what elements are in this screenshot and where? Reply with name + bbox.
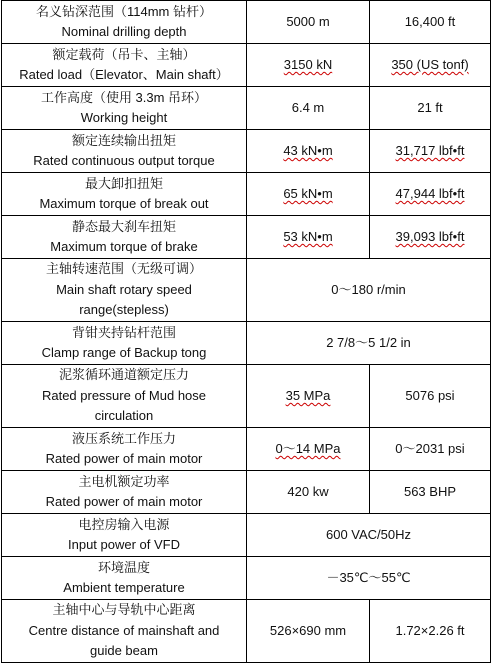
- metric-value: 65 kN•m: [283, 185, 333, 201]
- parameter-name-en: circulation: [94, 408, 154, 424]
- parameter-name-cell: [2, 173, 247, 216]
- table-row: [2, 514, 491, 557]
- table-row: [2, 87, 491, 130]
- parameter-name-cn: 环境温度: [97, 559, 150, 575]
- table-row: [2, 130, 491, 173]
- parameter-name-en: Rated pressure of Mud hose: [41, 387, 207, 403]
- imperial-value: 16,400 ft: [404, 13, 456, 29]
- imperial-value: 0～2031 psi: [395, 440, 465, 456]
- parameter-name-cn: 泥浆循环通道额定压力: [58, 367, 189, 383]
- parameter-name-cell: [2, 322, 247, 365]
- imperial-value-cell: [370, 428, 491, 471]
- specification-table: [1, 0, 491, 663]
- metric-value-cell: [247, 130, 370, 173]
- parameter-name-cell: [2, 365, 247, 428]
- parameter-name-en: Input power of VFD: [68, 537, 180, 552]
- parameter-name-cell: [2, 1, 247, 44]
- parameter-name-cn: 背钳夹持钻杆范围: [71, 324, 176, 340]
- table-row: [2, 428, 491, 471]
- parameter-name-cell: [2, 87, 247, 130]
- merged-value-cell: [247, 259, 491, 322]
- parameter-name-cn: 名义钻深范围（114mm 钻杆）: [36, 3, 212, 19]
- parameter-name-cell: [2, 130, 247, 173]
- imperial-value: 563 BHP: [403, 483, 457, 499]
- parameter-name-cn: 主电机额定功率: [78, 473, 170, 489]
- table-row: [2, 216, 491, 259]
- parameter-name-cn: 额定连续输出扭矩: [71, 132, 176, 148]
- merged-value-cell: [247, 514, 491, 557]
- parameter-name-en: Rated continuous output torque: [33, 153, 215, 168]
- table-row: [2, 600, 491, 663]
- metric-value-cell: [247, 428, 370, 471]
- metric-value: 0～14 MPa: [275, 440, 341, 456]
- parameter-name-cn: 电控房输入电源: [78, 516, 170, 532]
- parameter-name-en: Ambient temperature: [63, 580, 185, 595]
- parameter-name-en: Maximum torque of brake: [50, 239, 198, 254]
- parameter-name-cell: [2, 44, 247, 87]
- metric-value: 43 kN•m: [283, 142, 333, 158]
- metric-value-cell: [247, 1, 370, 44]
- parameter-name-cn: 静态最大刹车扭矩: [71, 218, 176, 234]
- table-row: [2, 365, 491, 428]
- table-row: [2, 471, 491, 514]
- imperial-value-cell: [370, 87, 491, 130]
- merged-value: 600 VAC/50Hz: [325, 526, 412, 542]
- metric-value: 3150 kN: [283, 56, 333, 72]
- metric-value-cell: [247, 471, 370, 514]
- merged-value: 0～180 r/min: [331, 281, 406, 297]
- imperial-value: 21 ft: [417, 99, 443, 115]
- parameter-name-en: range(stepless): [79, 302, 169, 318]
- metric-value: 35 MPa: [285, 387, 331, 403]
- table-row: [2, 259, 491, 322]
- parameter-name-cn: 主轴转速范围（无级可调）: [45, 261, 202, 277]
- parameter-name-en: Rated power of main motor: [45, 451, 203, 466]
- parameter-name-cell: [2, 514, 247, 557]
- imperial-value-cell: [370, 365, 491, 428]
- metric-value-cell: [247, 44, 370, 87]
- parameter-name-cn: 最大卸扣扭矩: [84, 175, 163, 191]
- table-row: [2, 322, 491, 365]
- merged-value-cell: [247, 557, 491, 600]
- imperial-value-cell: [370, 173, 491, 216]
- merged-value: －35℃～55℃: [326, 569, 411, 585]
- parameter-name-en: Centre distance of mainshaft and: [28, 622, 220, 638]
- parameter-name-cn: 主轴中心与导轨中心距离: [52, 602, 196, 618]
- metric-value: 53 kN•m: [283, 228, 333, 244]
- metric-value-cell: [247, 87, 370, 130]
- imperial-value-cell: [370, 216, 491, 259]
- table-row: [2, 557, 491, 600]
- parameter-name-en: Working height: [80, 110, 168, 125]
- metric-value: 526×690 mm: [269, 622, 347, 638]
- parameter-name-cell: [2, 259, 247, 322]
- table-row: [2, 44, 491, 87]
- metric-value: 6.4 m: [291, 99, 325, 115]
- merged-value-cell: [247, 322, 491, 365]
- imperial-value-cell: [370, 44, 491, 87]
- parameter-name-en: Nominal drilling depth: [61, 24, 187, 39]
- imperial-value: 31,717 lbf•ft: [395, 142, 465, 158]
- merged-value: 2 7/8～5 1/2 in: [326, 334, 411, 350]
- metric-value-cell: [247, 600, 370, 663]
- parameter-name-cn: 额定载荷（吊卡、主轴）: [52, 46, 196, 62]
- parameter-name-en: Maximum torque of break out: [39, 196, 209, 211]
- parameter-name-en: Clamp range of Backup tong: [41, 345, 207, 360]
- imperial-value-cell: [370, 471, 491, 514]
- metric-value-cell: [247, 216, 370, 259]
- parameter-name-cn: 液压系统工作压力: [71, 430, 176, 446]
- imperial-value: 47,944 lbf•ft: [395, 185, 465, 201]
- parameter-name-cell: [2, 557, 247, 600]
- parameter-name-cell: [2, 600, 247, 663]
- parameter-name-cn: 工作高度（使用 3.3m 吊环）: [40, 89, 208, 105]
- metric-value-cell: [247, 173, 370, 216]
- parameter-name-en: Rated load（Elevator、Main shaft）: [19, 67, 229, 82]
- parameter-name-cell: [2, 216, 247, 259]
- parameter-name-en: guide beam: [90, 643, 158, 659]
- metric-value: 420 kw: [287, 483, 329, 499]
- parameter-name-en: Main shaft rotary speed: [56, 281, 192, 297]
- metric-value-cell: [247, 365, 370, 428]
- parameter-name-cell: [2, 428, 247, 471]
- specification-table-body: [2, 1, 491, 663]
- imperial-value: 350 (US tonf): [391, 56, 469, 72]
- imperial-value-cell: [370, 130, 491, 173]
- imperial-value: 5076 psi: [405, 387, 455, 403]
- imperial-value: 1.72×2.26 ft: [395, 622, 465, 638]
- imperial-value-cell: [370, 600, 491, 663]
- table-row: [2, 173, 491, 216]
- table-row: [2, 1, 491, 44]
- parameter-name-en: Rated power of main motor: [45, 494, 203, 509]
- imperial-value-cell: [370, 1, 491, 44]
- metric-value: 5000 m: [286, 13, 330, 29]
- parameter-name-cell: [2, 471, 247, 514]
- imperial-value: 39,093 lbf•ft: [395, 228, 465, 244]
